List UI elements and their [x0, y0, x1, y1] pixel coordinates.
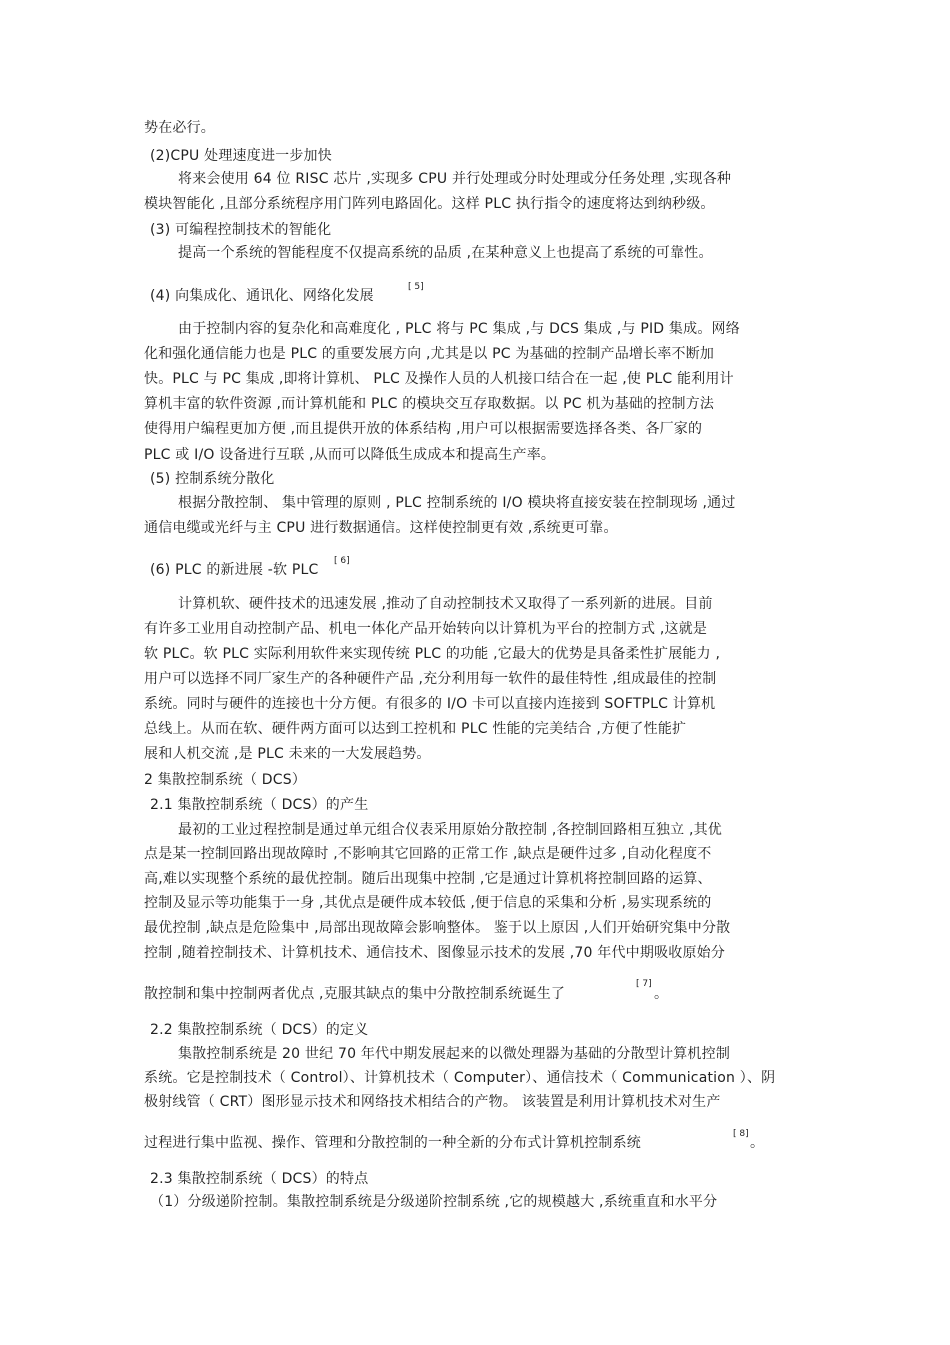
section-heading: (5) 控制系统分散化 [150, 471, 275, 487]
text-line: 快。PLC 与 PC 集成 ,即将计算机、 PLC 及操作人员的人机接口结合在一起 ,使 PLC 能利用计 [144, 371, 734, 387]
text-line: 点是某一控制回路出现故障时 ,不影响其它回路的正常工作 ,缺点是硬件过多 ,自动化程度不 [144, 846, 712, 862]
citation-ref: [ 5] [408, 282, 424, 292]
chapter-heading: 2 集散控制系统（ DCS） [144, 772, 307, 788]
text-line: 软 PLC。软 PLC 实际利用软件来实现传统 PLC 的功能 ,它最大的优势是具备柔性扩展能力 , [144, 646, 721, 662]
text-line: 集散控制系统是 20 世纪 70 年代中期发展起来的以微处理器为基础的分散型计算机控制 [178, 1046, 731, 1062]
text-line: 散控制和集中控制两者优点 ,克服其缺点的集中分散控制系统诞生了 [144, 986, 566, 1002]
section-heading: 2.3 集散控制系统（ DCS）的特点 [150, 1171, 369, 1187]
section-heading: 2.2 集散控制系统（ DCS）的定义 [150, 1022, 369, 1038]
section-heading: 2.1 集散控制系统（ DCS）的产生 [150, 797, 369, 813]
text-line: （1）分级递阶控制。集散控制系统是分级递阶控制系统 ,它的规模越大 ,系统重直和水平分 [150, 1194, 718, 1210]
text-line: 总线上。从而在软、硬件两方面可以达到工控机和 PLC 性能的完美结合 ,方便了性能扩 [144, 721, 687, 737]
text-line: 展和人机交流 ,是 PLC 未来的一大发展趋势。 [144, 746, 431, 762]
text-line: PLC 或 I/O 设备进行互联 ,从而可以降低生成成本和提高生产率。 [144, 447, 556, 463]
text-line: 势在必行。 [144, 120, 215, 136]
section-heading: (2)CPU 处理速度进一步加快 [150, 148, 332, 164]
text-line: 提高一个系统的智能程度不仅提高系统的品质 ,在某种意义上也提高了系统的可靠性。 [178, 245, 713, 261]
text-line: 控制 ,随着控制技术、计算机技术、通信技术、图像显示技术的发展 ,70 年代中期吸收原始分 [144, 945, 726, 961]
text-line: 将来会使用 64 位 RISC 芯片 ,实现多 CPU 并行处理或分时处理或分任务处理 ,实现各种 [178, 171, 732, 187]
text-line: 算机丰富的软件资源 ,而计算机能和 PLC 的模块交互存取数据。以 PC 机为基础的控制方法 [144, 396, 715, 412]
text-line: 化和强化通信能力也是 PLC 的重要发展方向 ,尤其是以 PC 为基础的控制产品增长率不断加 [144, 346, 715, 362]
text-line: 过程进行集中监视、操作、管理和分散控制的一种全新的分布式计算机控制系统 [144, 1135, 641, 1151]
citation-ref: [ 6] [334, 556, 350, 566]
text-line: 最初的工业过程控制是通过单元组合仪表采用原始分散控制 ,各控制回路相互独立 ,其优 [178, 822, 722, 838]
citation-ref: [ 7] [636, 979, 652, 989]
text-line: 最优控制 ,缺点是危险集中 ,局部出现故障会影响整体。 鉴于以上原因 ,人们开始研究集中分散 [144, 920, 731, 936]
text-line: 控制及显示等功能集于一身 ,其优点是硬件成本较低 ,便于信息的采集和分析 ,易实现系统的 [144, 895, 712, 911]
text-line: 极射线管（ CRT）图形显示技术和网络技术相结合的产物。 该装置是利用计算机技术对生产 [144, 1094, 721, 1110]
section-heading: (6) PLC 的新进展 -软 PLC [150, 562, 319, 578]
text-line: 根据分散控制、 集中管理的原则 , PLC 控制系统的 I/O 模块将直接安装在控制现场 ,通过 [178, 495, 736, 511]
text-line: 使得用户编程更加方便 ,而且提供开放的体系结构 ,用户可以根据需要选择各类、各厂家的 [144, 421, 703, 437]
text-line: 高,难以实现整个系统的最优控制。随后出现集中控制 ,它是通过计算机将控制回路的运算、 [144, 871, 712, 887]
text-line: 有许多工业用自动控制产品、机电一体化产品开始转向以计算机为平台的控制方式 ,这就是 [144, 621, 708, 637]
text-line: 由于控制内容的复杂化和高难度化 , PLC 将与 PC 集成 ,与 DCS 集成 ,与 PID 集成。网络 [178, 321, 740, 337]
text-line: 计算机软、硬件技术的迅速发展 ,推动了自动控制技术又取得了一系列新的进展。目前 [178, 596, 713, 612]
citation-period: 。 [654, 986, 669, 1002]
text-line: 用户可以选择不同厂家生产的各种硬件产品 ,充分利用每一软件的最佳特性 ,组成最佳的控制 [144, 671, 717, 687]
text-line: 系统。同时与硬件的连接也十分方便。有很多的 I/O 卡可以直接内连接到 SOFTPLC 计算机 [144, 696, 716, 712]
section-heading: (3) 可编程控制技术的智能化 [150, 222, 332, 238]
text-line: 系统。它是控制技术（ Control）、计算机技术（ Computer）、通信技术（ Communication ）、阴 [144, 1070, 776, 1086]
text-line: 通信电缆或光纤与主 CPU 进行数据通信。这样使控制更有效 ,系统更可靠。 [144, 520, 618, 536]
text-line: 模块智能化 ,且部分系统程序用门阵列电路固化。这样 PLC 执行指令的速度将达到纳秒级。 [144, 196, 715, 212]
citation-period: 。 [750, 1135, 765, 1151]
citation-ref: [ 8] [733, 1129, 749, 1139]
section-heading: (4) 向集成化、通讯化、网络化发展 [150, 288, 374, 304]
